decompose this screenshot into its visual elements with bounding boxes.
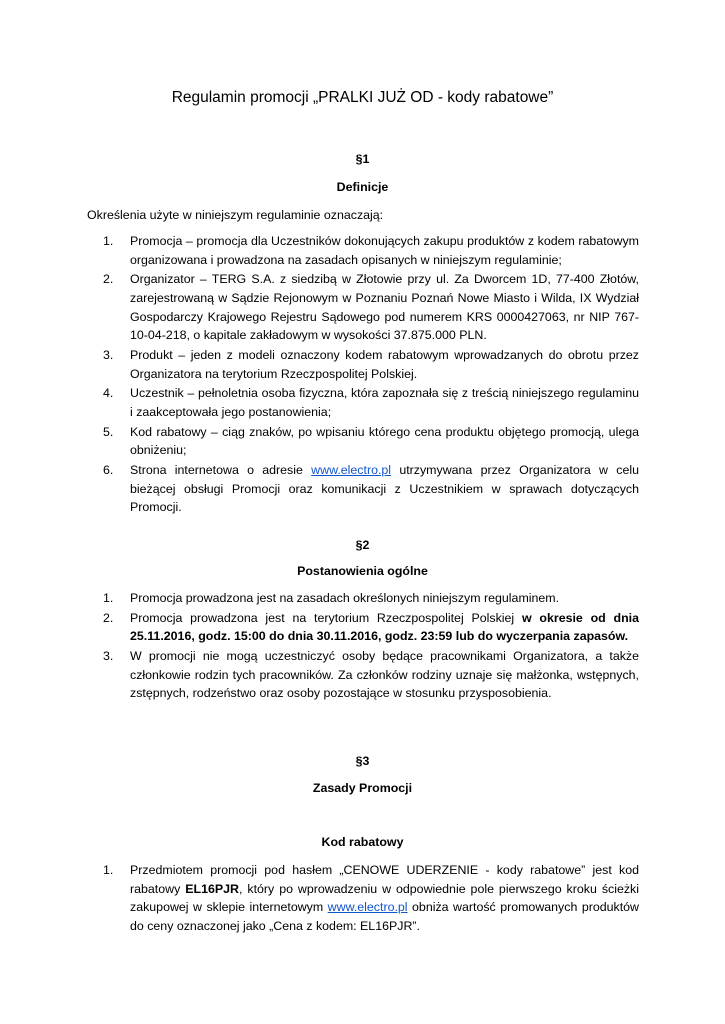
definition-text: Organizator – TERG S.A. z siedzibą w Złotowie przy ul. Za Dworcem 1D, 77-400 Złotów, zarejestrowaną w Sądzie Rejonowym w Poznaniu Poznań Nowe Miasto i Wilda, IX Wydział Gospodarczy Krajowego Rejestru Sądowego pod numerem KRS 0000427063, nr NIP 767-10-04-218, o kapitale zakładowym w wysokości 37.875.000 PLN. [130,272,639,343]
list-item: 3. Produkt – jeden z modeli oznaczony kodem rabatowym wprowadzanych do obrotu przez Organizatora na terytorium Rzeczpospolitej Polskiej. [103,347,639,381]
section-2-heading: Postanowienia ogólne [297,564,428,578]
section-1-number: §1 [355,152,370,166]
definition-text: Promocja – promocja dla Uczestników dokonujących zakupu produktów z kodem rabatowym organizowana i prowadzona na zasadach opisanych w niniejszym regulaminie; [130,234,639,267]
section-3-list [97,861,639,937]
section-2-number: §2 [355,538,370,552]
list-item: 5. Kod rabatowy – ciąg znaków, po wpisaniu którego cena produktu objętego promocją, ulega obniżeniu; [103,424,639,458]
section-2-list [97,589,639,704]
definition-text: Produkt – jeden z modeli oznaczony kodem rabatowym wprowadzanych do obrotu przez Organizatora na terytorium Rzeczpospolitej Polskiej. [130,347,639,381]
list-item: 1. Przedmiotem promocji pod hasłem „CENOWE UDERZENIE - kody rabatowe” jest kod rabatowy EL16PJR, który po wprowadzeniu w odpowiednie pole pierwszego kroku ścieżki zakupowej w sklepie internetowym www.electro.pl obniża wartość promowanych produktów do ceny oznaczonej jako „Cena z kodem: EL16PJR”. [103,863,639,933]
promotion-period: w okresie od dnia 25.11.2016, godz. 15:00 do dnia 30.11.2016, godz. 23:59 lub do wyczerpania zapasów. [130,610,639,644]
definition-text: Kod rabatowy – ciąg znaków, po wpisaniu którego cena produktu objętego promocją, ulega obniżeniu; [130,424,639,458]
discount-code: EL16PJR [185,881,239,896]
definition-text: Uczestnik – pełnoletnia osoba fizyczna, która zapoznała się z treścią niniejszego regulaminu i zaakceptowała jego postanowienia; [130,386,639,419]
list-item: 3. W promocji nie mogą uczestniczyć osoby będące pracownikami Organizatora, a także członkowie rodzin tych pracowników. Za członków rodziny uznaje się małżonka, wstępnych, zstępnych, rodzeństwo oraz osoby pozostające w stosunku przysposobienia. [103,649,639,701]
section-3-number: §3 [355,754,370,768]
electro-website-link[interactable]: www.electro.pl [311,463,392,478]
section-1-intro: Określenia użyte w niniejszym regulaminie oznaczają: [87,208,384,222]
section-3-subheading: Kod rabatowy [321,835,404,849]
list-item: 4. Uczestnik – pełnoletnia osoba fizyczna, która zapoznała się z treścią niniejszego regulaminu i zaakceptowała jego postanowienia; [103,386,639,419]
list-item: 2. Organizator – TERG S.A. z siedzibą w Złotowie przy ul. Za Dworcem 1D, 77-400 Złotów, zarejestrowaną w Sądzie Rejonowym w Poznaniu Poznań Nowe Miasto i Wilda, IX Wydział Gospodarczy Krajowego Rejestru Sądowego pod numerem KRS 0000427063, nr NIP 767-10-04-218, o kapitale zakładowym w wysokości 37.875.000 PLN. [103,272,639,343]
section-1-heading: Definicje [336,180,389,194]
list-item: 1. Promocja – promocja dla Uczestników dokonujących zakupu produktów z kodem rabatowym organizowana i prowadzona na zasadach opisanych w niniejszym regulaminie; [103,234,639,267]
section-1-definitions-list [97,232,639,518]
list-item: 1. Promocja prowadzona jest na zasadach określonych niniejszym regulaminem. [103,591,560,605]
document-title: Regulamin promocji „PRALKI JUŻ OD - kody rabatowe” [171,89,554,106]
list-item: 2. Promocja prowadzona jest na terytorium Rzeczpospolitej Polskiej w okresie od dnia 25.11.2016, godz. 15:00 do dnia 30.11.2016, godz. 23:59 lub do wyczerpania zapasów. [103,610,639,644]
electro-website-link[interactable]: www.electro.pl [327,900,408,915]
list-item: 6. Strona internetowa o adresie www.electro.pl utrzymywana przez Organizatora w celu bieżącej obsługi Promocji oraz komunikacji z Uczestnikiem w sprawach dotyczących Promocji. [103,463,639,515]
section-3-heading: Zasady Promocji [312,781,413,795]
